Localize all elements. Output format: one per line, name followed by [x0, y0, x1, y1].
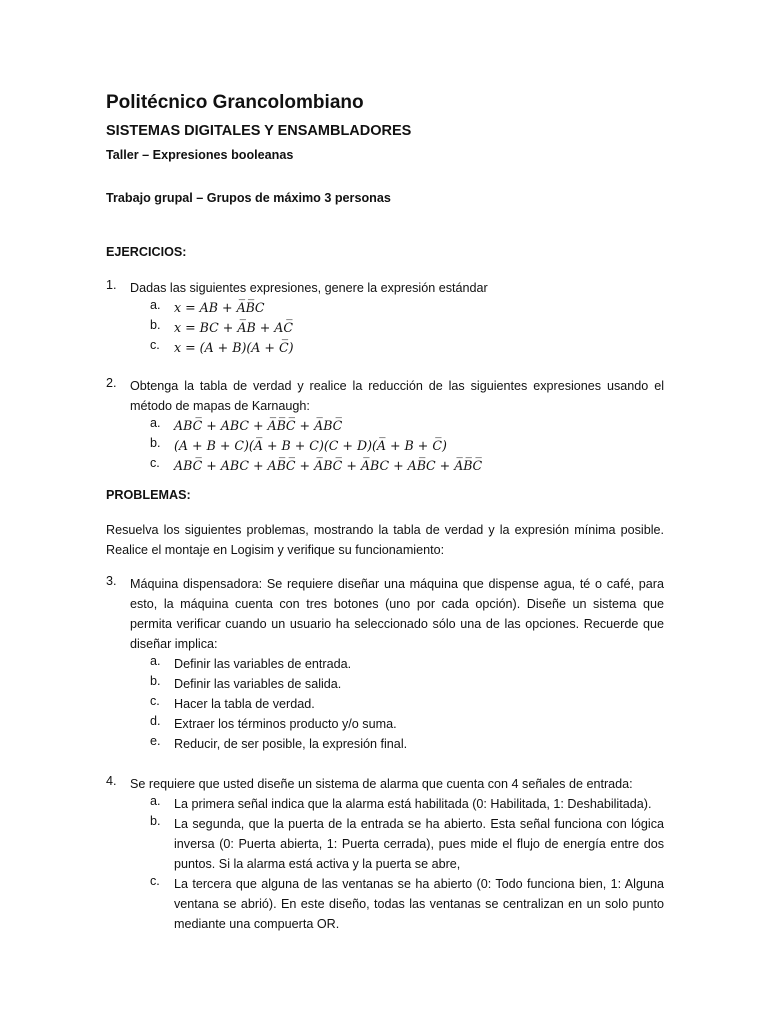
boolean-expression: ABC̅ + ABC + AB̅C̅ + A̅BC̅ + A̅BC + AB̅C + A̅B̅C̅: [174, 458, 483, 473]
problem-text: Se requiere que usted diseñe un sistema de alarma que cuenta con 4 señales de entrada:: [130, 777, 633, 791]
boolean-expression: (A + B + C)(A̅ + B + C)(C + D)(A̅ + B + C̅): [174, 438, 447, 453]
problem-number: 3.: [106, 574, 117, 588]
item-letter: a.: [150, 298, 161, 312]
item-letter: c.: [150, 874, 160, 888]
item-text: La segunda, que la puerta de la entrada se ha abierto. Esta señal funciona con lógica inversa (0: Puerta abierta, 1: Puerta cerrada), pues mide el flujo de energía entre dos puntos. Si la alarma está activa y la puerta se abre,: [174, 817, 664, 871]
exercise-1-item-a: [150, 298, 664, 318]
problems-intro: Resuelva los siguientes problemas, mostrando la tabla de verdad y la expresión mínima posible. Realice el montaje en Logisim y verifique su funcionamiento:: [106, 523, 664, 557]
problem-3-item-b: [150, 674, 664, 694]
item-letter: c.: [150, 338, 160, 352]
problem-4-item-b: [150, 814, 664, 874]
problem-3-item-e: [150, 734, 664, 754]
exercise-2-item-c: [150, 456, 664, 476]
group-work-note: Trabajo grupal – Grupos de máximo 3 personas: [106, 191, 391, 205]
exercise-1-item-c: [150, 338, 664, 358]
item-text: Definir las variables de entrada.: [174, 657, 352, 671]
problem-4-item-c: [150, 874, 664, 934]
item-letter: c.: [150, 694, 160, 708]
item-letter: b.: [150, 318, 161, 332]
problem-4-item-a: [150, 794, 664, 814]
item-text: Definir las variables de salida.: [174, 677, 342, 691]
item-letter: d.: [150, 714, 161, 728]
item-letter: a.: [150, 416, 161, 430]
exercise-number: 1.: [106, 278, 117, 292]
item-letter: e.: [150, 734, 161, 748]
problem-3: [106, 574, 664, 654]
workshop-subtitle: Taller – Expresiones booleanas: [106, 148, 294, 162]
exercise-text: Dadas las siguientes expresiones, genere la expresión estándar: [130, 281, 488, 295]
item-letter: b.: [150, 436, 161, 450]
item-text: Extraer los términos producto y/o suma.: [174, 717, 397, 731]
item-letter: b.: [150, 674, 161, 688]
item-letter: c.: [150, 456, 160, 470]
exercise-text: Obtenga la tabla de verdad y realice la reducción de las siguientes expresiones usando el método de mapas de Karnaugh:: [130, 379, 664, 413]
item-text: Hacer la tabla de verdad.: [174, 697, 315, 711]
item-letter: a.: [150, 794, 161, 808]
problem-number: 4.: [106, 774, 117, 788]
exercise-1: [106, 278, 664, 298]
exercises-heading: EJERCICIOS:: [106, 245, 187, 259]
problem-4: [106, 774, 664, 794]
boolean-expression: x = (A + B)(A + C̅): [174, 340, 294, 355]
exercise-1-item-b: [150, 318, 664, 338]
institution-title: Politécnico Grancolombiano: [106, 92, 364, 113]
problem-3-item-a: [150, 654, 664, 674]
exercise-number: 2.: [106, 376, 117, 390]
problem-3-item-d: [150, 714, 664, 734]
boolean-expression: ABC̅ + ABC + A̅B̅C̅ + A̅BC̅: [174, 418, 343, 433]
item-text: La tercera que alguna de las ventanas se ha abierto (0: Todo funciona bien, 1: Alguna ventana se abrió). En este diseño, todas las ventanas se centralizan en un solo punto mediante una compuerta OR.: [174, 877, 664, 931]
item-letter: a.: [150, 654, 161, 668]
item-letter: b.: [150, 814, 161, 828]
problem-text: Máquina dispensadora: Se requiere diseñar una máquina que dispense agua, té o café, para esto, la máquina cuenta con tres botones (uno por cada opción). Diseñe un sistema que permita verificar cuando un usuario ha seleccionado sólo una de las opciones. Recuerde que diseñar implica:: [130, 577, 664, 651]
boolean-expression: x = BC + A̅B + AC̅: [174, 320, 293, 335]
exercise-2-item-b: [150, 436, 664, 456]
item-text: Reducir, de ser posible, la expresión final.: [174, 737, 408, 751]
boolean-expression: x = AB + A̅B̅C: [174, 300, 265, 315]
problem-3-item-c: [150, 694, 664, 714]
course-title: SISTEMAS DIGITALES Y ENSAMBLADORES: [106, 123, 412, 139]
exercise-2-item-a: [150, 416, 664, 436]
exercise-2: [106, 376, 664, 416]
item-text: La primera señal indica que la alarma está habilitada (0: Habilitada, 1: Deshabilitada).: [174, 797, 652, 811]
problems-heading: PROBLEMAS:: [106, 488, 191, 502]
